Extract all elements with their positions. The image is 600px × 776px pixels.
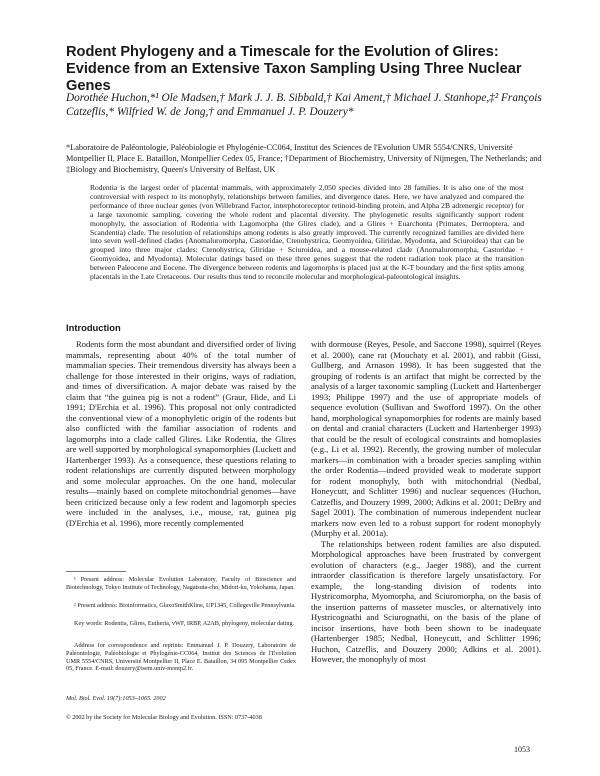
footnote-divider [66, 571, 126, 572]
abstract: Rodentia is the largest order of placental mammals, with approximately 2,050 species divided into 28 families. It is also one of the most controversial with respect to its monophyly, relationships between families, and divergence dates. Here, we have analyzed and compared the performance of three nuclear genes (von Willebrand Factor, interphotoreceptor retinoid-binding protein, and Alpha 2B adrenergic receptor) for a large taxonomic sampling, covering the whole rodent and placental diversity. The phylogenetic results significantly support rodent monophyly, the association of Rodentia with Lagomorpha (the Glires clade), and a Glires + Euarchonta (Primates, Dermoptera, and Scandentia) clade. The resolution of relationships among rodents is also greatly improved. The currently recognized families are divided here into seven well-defined clades (Anomaluromorpha, Castoridae, Ctenohystrica, Geomyoidea, Gliridae, Myodonta, and Sciuroidea) that can be grouped into three major clades: Ctenohystrica, Gliridae + Sciuroidea, and a mouse-related clade (Anomaluromorpha, Castoridae + Geomyoidea, and Myodonta). Molecular datings based on these three genes suggest that the rodent radiation took place at the transition between Paleocene and Eocene. The divergence between rodents and lagomorphs is placed just at the K-T boundary and the first splits among placentals in the Late Cretaceous. Our results thus tend to reconcile molecular and morphological-paleontological insights. [90, 183, 524, 282]
intro-paragraph-1-continued: with dormouse (Reyes, Pesole, and Saccone 1998), squirrel (Reyes et al. 2000), cane rat (Mouchaty et al. 2001), and rabbit (Gissi, Gullberg, and Arnason 1998). It has been suggested that the grouping of rodents is an artifact that might be corrected by the analysis of a larger taxonomic sampling (Luckett and Hartenberger 1993; Philippe 1997) and the use of appropriate models of sequence evolution (Sullivan and Swofford 1997). On the other hand, morphological synapomorphies for rodents are mainly based on dental and cranial characters (Luckett and Hartenberger 1993) that could be the result of ecological constraints and homoplasies (e.g., Li et al. 1992). Recently, the growing number of molecular markers—in combination with a broader species sampling within the order Rodentia—indeed provided weak to moderate support for rodent monophyly, both with mitochondrial (Nedbal, Honeycutt, and Schlitter 1996) and nuclear sequences (Huchon, Catzeflis, and Douzery 1999, 2000; Adkins et al. 2001; DeBry and Sagel 2001). The combination of numerous independent nuclear markers now even led to a robust support for rodent monophyly (Murphy et al. 2001a). [311, 339, 541, 539]
journal-citation: Mol. Biol. Evol. 19(7):1053–1065. 2002 [66, 695, 166, 702]
intro-paragraph-2: The relationships between rodent families are also disputed. Morphological approaches have been frustrated by convergent evolution of characters (e.g., Jaeger 1988), and the current intraorder classification is therefore largely unsatisfactory. For example, the long-standing division of rodents into Hystricomorpha, Myomorpha, and Sciuromorpha, on the basis of the insertion patterns of masseter muscles, or alternatively into Hystricognathi and Sciurognathi, on the basis of the plane of incisor insertions, have both been shown to be inadequate (Hartenberger 1985; Nedbal, Honeycutt, and Schlitter 1996; Huchon, Catzeflis, and Douzery 2000; Adkins et al. 2001). However, the monophyly of most [311, 538, 541, 665]
copyright-notice: © 2002 by the Society for Molecular Biology and Evolution. ISSN: 0737-4038 [66, 714, 262, 721]
right-column [311, 339, 541, 665]
affiliations: *Laboratoire de Paléontologie, Paléobiologie et Phylogénie-CC064, Institut des Sciences de l'Evolution UMR 5554/CNRS, Université Montpellier II, Place E. Bataillon, Montpellier Cedex 05, France; †Department of Biochemistry, University of Nijmegen, The Netherlands; and ‡Biology and Biochemistry, Queen's University of Belfast, UK [66, 143, 542, 174]
footnote-2: ² Present address: Bioinformatics, GlaxoSmithKline, UP1345, Collegeville Pennsylvania. [74, 602, 296, 609]
intro-paragraph-1: Rodents form the most abundant and diversified order of living mammals, representing about 40% of the total number of mammalian species. Their tremendous diversity has always been a challenge for those interested in their origins, ways of radiation, and times of diversification. A major debate was raised by the claim that “the guinea pig is not a rodent” (Graur, Hide, and Li 1991; D'Erchia et al. 1996). This proposal not only contradicted the conventional view of a monophyletic origin of the rodents but also conflicted with the familiar association of rodents and lagomorphs into a clade called Glires. Like Rodentia, the Glires are well supported by morphological synapomorphies (Luckett and Hartenberger 1993). As a consequence, these questions relating to rodent relationships are currently disputed between morphology and some molecular approaches. On the one hand, molecular results—mainly based on complete mitochondrial genomes—have been criticized because only a few rodent and lagomorph species were included in the analyses, i.e., mouse, rat, guinea pig (D'Erchia et al. 1996), more recently complemented [66, 339, 296, 528]
correspondence-address: Address for correspondence and reprints: Emmanuel J. P. Douzery, Laboratoire de Paléontologie, Paléobiologie et Phylogénie-CC064, Institut des Sciences de l'Evolution UMR 5554/CNRS, Université Montpellier II, Place E. Bataillon, 34 095 Montpellier Cedex 05, France. E-mail: douzery@isem.univ-montp2.fr. [66, 642, 296, 673]
section-heading-introduction: Introduction [66, 322, 121, 333]
page-number: 1053 [514, 745, 530, 754]
author-list: Dorothée Huchon,*¹ Ole Madsen,† Mark J. J. B. Sibbald,† Kai Ament,† Michael J. Stanhope,‡² François Catzeflis,* Wilfried W. de Jong,† and Emmanuel J. P. Douzery* [66, 92, 542, 118]
left-column [66, 339, 296, 528]
article-title: Rodent Phylogeny and a Timescale for the Evolution of Glires: Evidence from an Extensive Taxon Sampling Using Three Nuclear Genes [66, 44, 522, 94]
footnote-1: ¹ Present address: Molecular Evolution Laboratory, Faculty of Bioscience and Biotechnology, Tokyo Institute of Technology, Nagatsuta-cho, Midori-ku, Yokohama, Japan. [66, 576, 296, 591]
keywords: Key words: Rodentia, Glires, Eutheria, vWF, IRBP, A2AB, phylogeny, molecular dating. [74, 620, 295, 627]
